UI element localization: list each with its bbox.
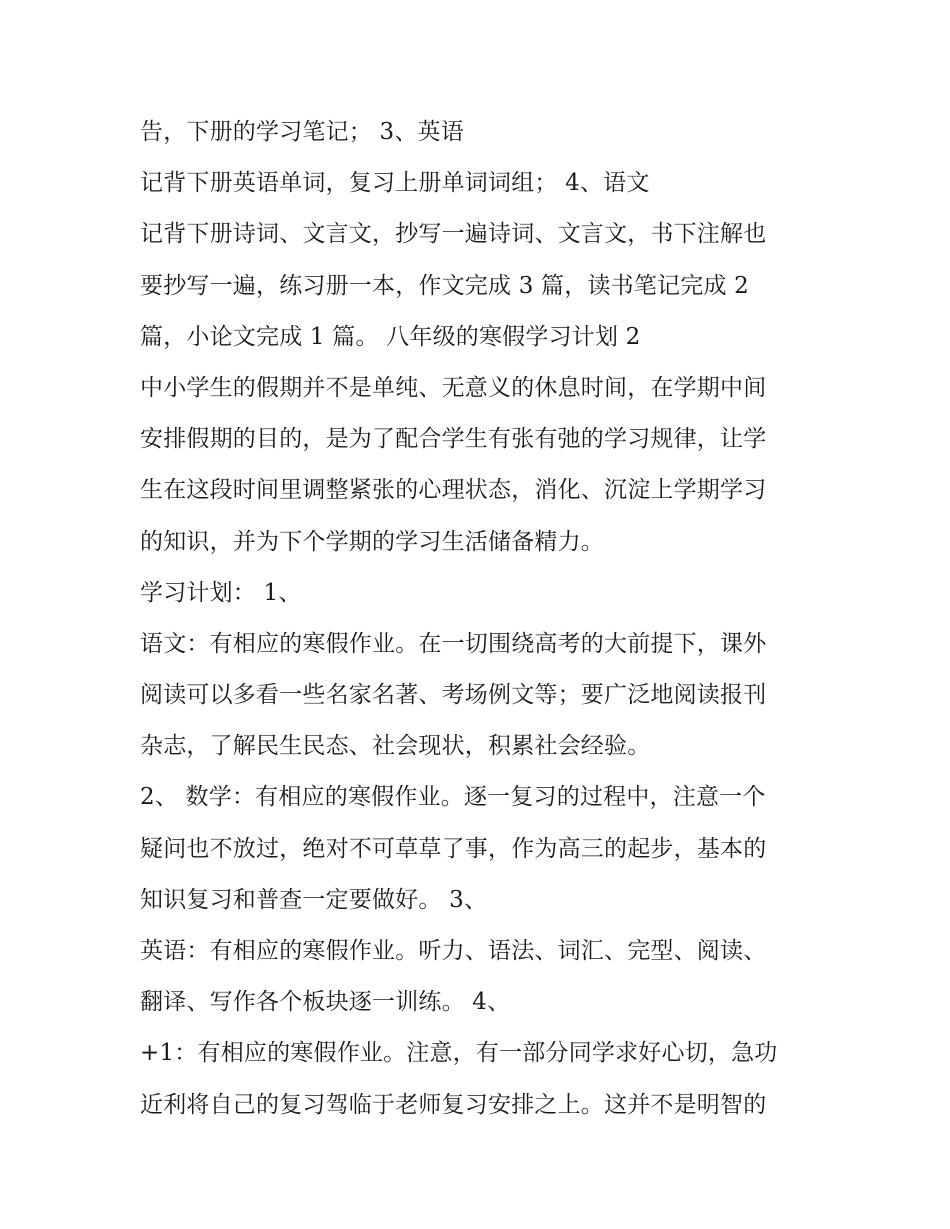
text-line: 生在这段时间里调整紧张的心理状态，消化、沉淀上学期学习 [140,477,767,504]
text-line: 近利将自己的复习驾临于老师复习安排之上。这并不是明智的 [140,1091,767,1118]
text-line: 翻译、写作各个板块逐一训练。 4、 [140,989,511,1016]
text-line: 2、 数学：有相应的寒假作业。逐一复习的过程中，注意一个 [140,784,766,811]
text-line: 知识复习和普查一定要做好。 3、 [140,886,488,913]
text-line: 学习计划： 1、 [140,579,302,606]
text-line: 杂志，了解民生民态、社会现状，积累社会经验。 [140,733,651,760]
text-line: 英语：有相应的寒假作业。听力、语法、词汇、完型、阅读、 [140,938,767,964]
text-line: 安排假期的目的，是为了配合学生有张有弛的学习规律，让学 [140,426,767,453]
text-line: 的知识，并为下个学期的学习生活储备精力。 [140,528,604,555]
text-line: 语文：有相应的寒假作业。在一切围绕高考的大前提下，课外 [140,630,767,657]
text-line: 告，下册的学习笔记； 3、英语 [140,119,464,145]
text-line: +1：有相应的寒假作业。注意，有一部分同学求好心切，急功 [140,1040,778,1067]
text-line: 疑问也不放过，绝对不可草草了事，作为高三的起步，基本的 [140,835,767,862]
text-line: 篇，小论文完成 1 篇。 八年级的寒假学习计划 2 [140,323,641,350]
text-line: 记背下册英语单词，复习上册单词词组； 4、语文 [140,170,650,197]
text-line: 阅读可以多看一些名家名著、考场例文等；要广泛地阅读报刊 [140,682,767,709]
text-line: 记背下册诗词、文言文，抄写一遍诗词、文言文，书下注解也 [140,221,767,248]
text-line: 要抄写一遍，练习册一本，作文完成 3 篇，读书笔记完成 2 [140,272,749,299]
document-body [140,107,830,1131]
text-line: 中小学生的假期并不是单纯、无意义的休息时间，在学期中间 [140,374,767,401]
